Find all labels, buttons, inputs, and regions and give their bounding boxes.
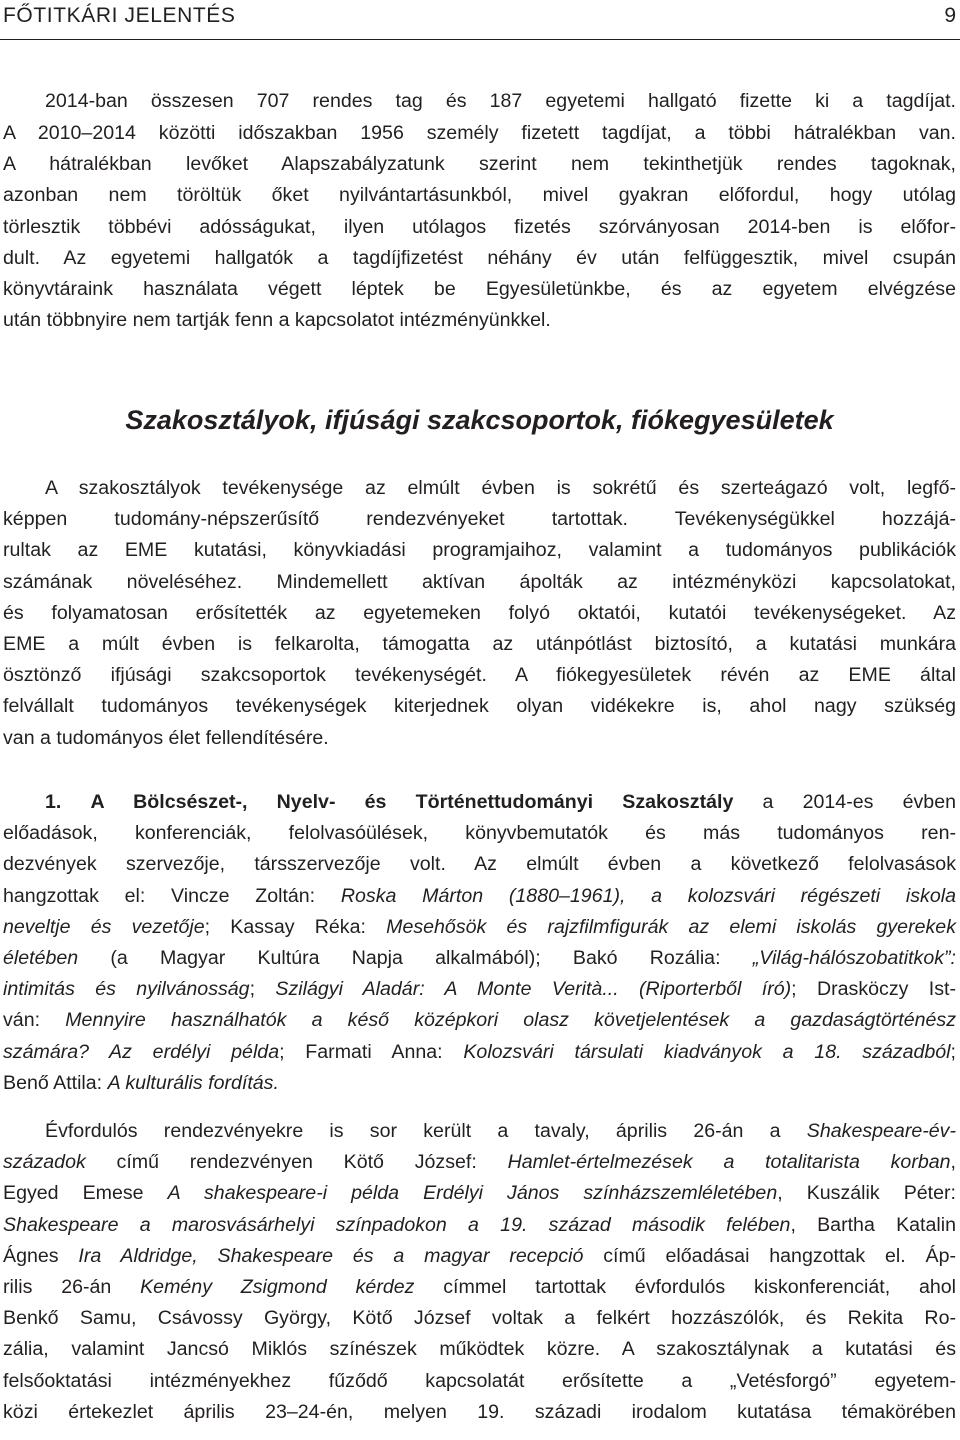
text-span: című rendezvényen Kötő József: — [85, 1151, 508, 1174]
text-span: Ágnes — [3, 1244, 79, 1267]
intro-paragraph — [3, 118, 956, 336]
text-line: felvállalt tudományos tevékenységek kiterjednek olyan vidékekre is, ahol nagy szükség — [3, 695, 956, 718]
text-line: törlesztik többévi adósságukat, ilyen utólagos fizetés szórványosan 2014-ben is előfor- — [3, 215, 956, 238]
event-title: Kemény Zsigmond kérdez — [140, 1276, 415, 1299]
text-span: ; — [950, 1040, 956, 1063]
text-span: ; Drasköczy Ist- — [791, 978, 957, 1001]
text-line — [3, 1068, 956, 1099]
text-span: , Bartha Katalin — [790, 1213, 956, 1236]
text-line: 2014-ban összesen 707 rendes tag és 187 egyetemi hallgató fizette ki a tagdíjat. — [45, 90, 956, 112]
lecture-title: intimitás és nyilvánosság — [3, 978, 250, 1001]
event-title: századok — [3, 1151, 86, 1174]
text-line: dult. Az egyetemi hallgatók a tagdíjfizetést néhány év után felfüggesztik, mivel csupán — [3, 246, 956, 269]
text-span: ; Farmati Anna: — [279, 1040, 464, 1063]
department-name: A Bölcsészet-, Nyelv- és Történettudományi Szakosztály — [90, 791, 734, 813]
list-number: 1. — [45, 791, 62, 813]
text-span: ; Kassay Réka: — [204, 915, 387, 938]
text-line: A szakosztályok tevékenysége az elmúlt évben is sokrétű és szerteágazó volt, legfő- — [45, 477, 956, 499]
text-line — [3, 912, 956, 943]
text-line: közi értekezlet április 23–24-én, melyen 19. századi irodalom kutatása témakörében — [3, 1400, 956, 1423]
lecture-title: Shakespeare a marosvásárhelyi színpadokon a 19. század második felében — [3, 1213, 791, 1236]
text-line — [3, 787, 956, 818]
text-line — [3, 1241, 956, 1272]
text-span: hangzottak el: Vincze Zoltán: — [3, 884, 341, 907]
text-line: van a tudományos élet fellendítésére. — [3, 726, 329, 749]
section-heading: Szakosztályok, ifjúsági szakcsoportok, fiókegyesületek — [125, 405, 834, 435]
text-line: előadások, konferenciák, felolvasóülések, könyvbemutatók és más tudományos ren- — [3, 822, 956, 845]
text-line: könyvtáraink használata végett léptek be Egyesületünkbe, és az egyetem elvégzése — [3, 278, 956, 301]
text-span: a 2014-es évben — [733, 791, 956, 813]
text-line: A hátralékban levőket Alapszabályzatunk szerint nem tekinthetjük rendes tagoknak, — [3, 153, 956, 176]
lecture-title: Hamlet-értelmezések a totalitarista korban — [507, 1151, 951, 1174]
intro-line-1 — [3, 86, 956, 117]
text-line — [3, 1147, 956, 1178]
text-line: azonban nem töröltük őket nyilvántartásunkból, mivel gyakran előfordul, hogy utólag — [3, 184, 956, 207]
text-line: számának növeléséhez. Mindemellett aktívan ápolták az intézményközi kapcsolatokat, — [3, 570, 956, 593]
lecture-title: Mesehősök és rajzfilmfigurák az elemi iskolás gyerekek — [386, 915, 956, 938]
text-span: , — [950, 1151, 956, 1174]
text-span: címmel tartottak évfordulós kiskonferenciát, ahol — [414, 1276, 956, 1299]
text-line — [3, 1116, 956, 1147]
text-line — [3, 1178, 956, 1209]
text-line: ösztönző ifjúsági szakcsoportok tevékenységét. A fiókegyesületek révén az EME által — [3, 664, 956, 687]
text-span: Benő Attila: — [3, 1071, 108, 1094]
text-line: A 2010–2014 közötti időszakban 1956 személy fizetett tagdíjat, a többi hátralékban van. — [3, 122, 956, 144]
text-line: Benkő Samu, Csávossy György, Kötő József voltak a felkért hozzászólók, és Rekita Ro- — [3, 1307, 956, 1330]
lecture-title: Mennyire használhatók a késő középkori olasz követjelentések a gazdaságtörténész — [65, 1009, 956, 1032]
event-title: Shakespeare-év- — [806, 1120, 956, 1142]
lecture-title: „Világ-hálószobatitkok”: — [752, 947, 956, 970]
text-line: képpen tudomány-népszerűsítő rendezvényeket tartottak. Tevékenységükkel hozzájá- — [3, 508, 956, 531]
lecture-title: Szilágyi Aladár: A Monte Verità... (Riporterből író) — [275, 978, 792, 1001]
text-span: ván: — [3, 1009, 66, 1032]
text-line — [3, 1210, 956, 1241]
text-span: (a Magyar Kultúra Napja alkalmából); Bakó Rozália: — [78, 947, 753, 970]
text-span: , Kuszálik Péter: — [777, 1182, 956, 1205]
lecture-title: Kolozsvári társulati kiadványok a 18. századból — [463, 1040, 951, 1063]
running-header — [0, 0, 960, 40]
lecture-title: Ira Aldridge, Shakespeare és a magyar recepció — [78, 1244, 584, 1267]
text-line: felsőoktatási intézményekhez fűződő kapcsolatát erősítette a „Vetésforgó” egyetem- — [3, 1369, 956, 1392]
text-line: EME a múlt évben is felkarolta, támogatta az utánpótlást biztosító, a kutatási munkára — [3, 633, 956, 656]
text-line: után többnyire nem tartják fenn a kapcsolatot intézményünkkel. — [3, 309, 551, 332]
text-line: dezvények szervezője, társszervezője volt. Az elmúlt évben a következő felolvasások — [3, 853, 956, 876]
lecture-title: életében — [3, 947, 79, 970]
anniversary-paragraph — [3, 1116, 956, 1428]
text-line — [3, 1272, 956, 1303]
text-line: és folyamatosan erősítették az egyetemeken folyó oktatói, kutatói tevékenységeket. Az — [3, 601, 956, 624]
text-line: zália, valamint Jancsó Miklós színészek működtek közre. A szakosztálynak a kutatási és — [3, 1338, 956, 1361]
text-line — [3, 943, 956, 974]
page-number: 9 — [944, 4, 956, 27]
lecture-title: Roska Márton (1880–1961), a kolozsvári régészeti iskola — [340, 884, 956, 907]
running-title: FŐTITKÁRI JELENTÉS — [3, 4, 236, 27]
text-span: Egyed Emese — [3, 1182, 168, 1205]
section-paragraph — [3, 473, 956, 754]
text-line: rultak az EME kutatási, könyvkiadási programjaihoz, valamint a tudományos publikációk — [3, 539, 956, 562]
lecture-title: neveltje és vezetője — [3, 915, 205, 938]
lecture-title: A kulturális fordítás. — [107, 1071, 279, 1094]
text-span: ; — [249, 978, 276, 1001]
text-span: című előadásai hangzottak el. Áp- — [583, 1244, 956, 1267]
lecture-title: számára? Az erdélyi példa — [3, 1040, 280, 1063]
text-line — [3, 974, 956, 1005]
text-span: Évfordulós rendezvényekre is sor került a tavaly, április 26-án a — [45, 1120, 807, 1142]
department-paragraph — [3, 787, 956, 1099]
text-line — [3, 1005, 956, 1036]
text-line — [3, 881, 956, 912]
lecture-title: A shakespeare-i példa Erdélyi János színházszemléletében — [167, 1182, 778, 1205]
text-span: rilis 26-án — [3, 1276, 141, 1299]
text-line — [3, 1037, 956, 1068]
